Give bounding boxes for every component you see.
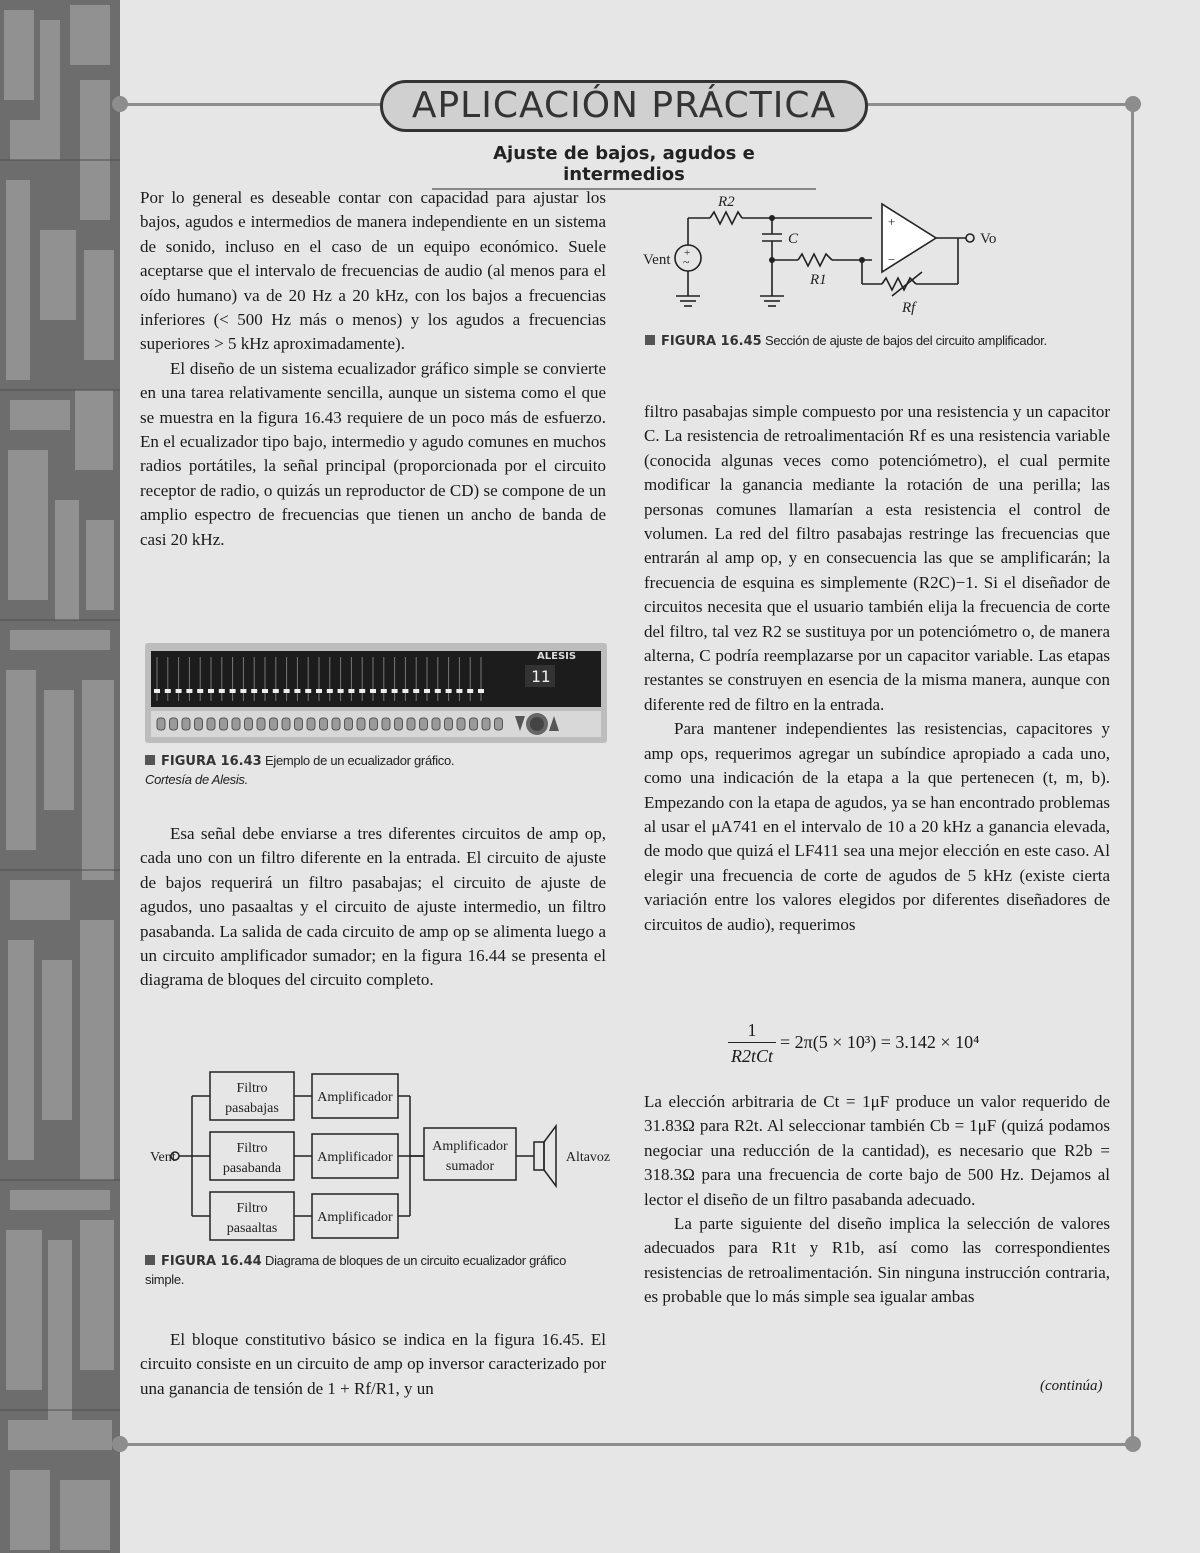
left-column-middle [140,822,606,993]
equalizer-button [357,718,365,730]
frame-dot [1125,1436,1141,1452]
summer-block-label: Amplificador [432,1139,508,1154]
equalizer-button [257,718,265,730]
figure-label: FIGURA 16.43 [161,754,262,769]
equalizer-slider-knob [370,689,376,693]
equalizer-slider-knob [262,689,268,693]
equalizer-slider-knob [435,689,441,693]
caption-square-icon [145,1255,155,1265]
filter-block-label: pasaaltas [226,1221,278,1236]
block-diagram [138,1062,618,1248]
paragraph: Para mantener independientes las resistencias, capacitores y amp ops, requerimos agregar un subíndice apropiado a cada uno, como una indicación de la etapa a la que pertenecen (t, m, b). Empezando con la etapa de agudos, ya se han encontrado problemas al usar el μA741 en el intervalo de 10 a 20 kHz a ganancia elevada, de modo que quizá el LF411 sea una mejor elección en este caso. Al elegir una frecuencia de corte de agudos de 5 kHz (existe cierta variación entre los valores elegidos por diferentes diseñadores de circuitos de audio), requerimos [644,719,1110,934]
equation-fraction [728,1018,776,1069]
equation-rhs: = 2π(5 × 10³) = 3.142 × 10⁴ [780,1032,980,1052]
paragraph: El diseño de un sistema ecualizador gráfico simple se convierte en una tarea relativamente sencilla, aunque un sistema como el que se muestra en la figura 16.43 requiere de un poco más de esfuerzo. En el ecualizador tipo bajo, intermedio y agudo comunes en muchos radios portátiles, la señal principal (proporcionada por el circuito receptor de radio, o quizás un reproductor de CD) se compone de un amplio espectro de frecuencias que tienen un ancho de banda de casi 20 kHz. [140,358,606,549]
section-subtitle: Ajuste de bajos, agudos e intermedios [432,143,816,190]
paragraph: La elección arbitraria de Ct = 1μF produce un valor requerido de 31.83Ω para R2t. Al seleccionar también Cb = 1μF (quizá podamos negociar una reducción de la cantidad), es necesario que R2b = 318.3Ω para una frecuencia de corte bajo de 500 Hz. Dejamos al lector el diseño de un filtro pasabanda adecuado. [644,1092,1110,1209]
equalizer-button [332,718,340,730]
equalizer-slider-knob [467,689,473,693]
equalizer-slider-knob [219,689,225,693]
caption-square-icon [645,335,655,345]
left-column-top [140,186,606,552]
equalizer-button [420,718,428,730]
summer-block-label: sumador [445,1159,495,1174]
r2-label: R2 [718,194,735,210]
equalizer-slider-knob [402,689,408,693]
filter-block-label: pasabanda [222,1161,282,1176]
filter-block-label: Filtro [236,1141,268,1156]
equalizer-button [207,718,215,730]
block-input-label: Vent [150,1150,176,1165]
input-voltage-label: Vent [643,252,671,268]
equalizer-button [395,718,403,730]
svg-text:+: + [684,247,691,259]
figure-caption-text: Sección de ajuste de bajos del circuito amplificador. [764,333,1047,348]
equalizer-slider-knob [240,689,246,693]
filter-block-label: Filtro [236,1201,268,1216]
equalizer-button [295,718,303,730]
equalizer-slider-knob [413,689,419,693]
equalizer-button [457,718,465,730]
svg-text:−: − [888,252,896,267]
right-column-bottom [644,1090,1110,1310]
frame-dot [1125,96,1141,112]
decorative-side-strip [0,0,120,1553]
equalizer-photo [145,643,607,743]
rf-label: Rf [902,300,916,316]
figure-label: FIGURA 16.44 [161,1254,262,1269]
equalizer-button [307,718,315,730]
frame-top-right [866,103,1132,106]
equalizer-slider-knob [348,689,354,693]
equalizer-button [220,718,228,730]
equalizer-button [445,718,453,730]
paragraph: Esa señal debe enviarse a tres diferentes circuitos de amp op, cada uno con un filtro diferente en la entrada. El circuito de ajuste de bajos requerirá un filtro pasabajas; el circuito de ajuste de agudos, uno pasaaltas y el circuito de ajuste intermedio, un filtro pasabanda. La salida de cada circuito de amp op se alimenta luego a un circuito amplificador sumador; en la figura 16.44 se presenta el diagrama de bloques del circuito completo. [140,824,606,990]
bass-circuit-schematic [640,188,1040,324]
equation-denominator: R2tCt [730,1046,773,1066]
figure-16-45-caption [645,332,1115,351]
figure-caption-text: Diagrama de bloques de un circuito ecualizador gráfico simple. [145,1253,567,1287]
paragraph: filtro pasabajas simple compuesto por una resistencia y un capacitor C. La resistencia de retroalimentación Rf es una resistencia variable (conocida algunas veces como potenciómetro), el cual permite modificar la ganancia mediante la rotación de una perilla; las personas comunes llamarían a esta resistencia el control de volumen. La red del filtro pasabajas restringe las frecuencias que entrarán al amp op, y en consecuencia las que se amplificarán; la frecuencia de esquina es simplemente (R2C)−1. Si el diseñador de circuitos necesita que el usuario también elija la frecuencia de corte del filtro, tal vez R2 se sustituya por un potenciómetro o, de manera alterna, C podría reemplazarse por un capacitor variable. Las etapas restantes se construyen en esencia de la misma manera, aunque con diferente red de filtro en la entrada. [644,402,1110,714]
equalizer-button [157,718,165,730]
equalizer-button [282,718,290,730]
equalizer-button [470,718,478,730]
equalizer-button [182,718,190,730]
svg-text:~: ~ [683,255,690,269]
equalizer-slider-knob [294,689,300,693]
caption-square-icon [145,755,155,765]
equalizer-slider-knob [381,689,387,693]
equalizer-display: 11 [531,667,551,686]
equalizer-button [407,718,415,730]
equalizer-button [232,718,240,730]
equalizer-slider-knob [230,689,236,693]
equalizer-slider-knob [316,689,322,693]
equalizer-button [482,718,490,730]
equalizer-slider-knob [165,689,171,693]
paragraph: La parte siguiente del diseño implica la selección de valores adecuados para R1t y R1b, así como las correspondientes resistencias de retroalimentación. Sin ninguna instrucción contraria, es probable que lo más simple sea igualar ambas [644,1214,1110,1307]
equalizer-slider-knob [273,689,279,693]
equalizer-button [195,718,203,730]
equalizer-slider-knob [456,689,462,693]
equalizer-button [170,718,178,730]
capacitor-label: C [788,231,799,247]
equalizer-slider-knob [478,689,484,693]
frame-top-left [118,103,382,106]
paragraph: Por lo general es deseable contar con capacidad para ajustar los bajos, agudos e intermedios de manera independiente en un sistema de sonido, incluso en el caso de un equipo económico. Suele aceptarse que el intervalo de frecuencias de audio (al menos para el oído humano) va de 20 Hz a 20 kHz, con los bajos a frecuencias inferiores (< 500 Hz más o menos) y los agudos a frecuencias superiores > 5 kHz aproximadamente). [140,188,606,354]
equation-numerator: 1 [728,1018,776,1043]
equalizer-slider-knob [208,689,214,693]
figure-caption-text: Ejemplo de un ecualizador gráfico. [264,753,455,768]
equalizer-slider-knob [359,689,365,693]
frame-dot [112,1436,128,1452]
frame-bottom [118,1443,1134,1446]
equalizer-button [370,718,378,730]
equalizer-slider-knob [424,689,430,693]
frame-right [1131,103,1134,1445]
figure-16-44-caption [145,1252,605,1289]
frame-dot [112,96,128,112]
paragraph: El bloque constitutivo básico se indica en la figura 16.45. El circuito consiste en un circuito de amp op inversor caracterizado por una ganancia de tensión de 1 + Rf/R1, y un [140,1330,606,1398]
equalizer-slider-knob [446,689,452,693]
right-column-top [644,400,1110,937]
equalizer-slider-knob [392,689,398,693]
equalizer-slider-knob [338,689,344,693]
equalizer-button [270,718,278,730]
equalizer-slider-knob [251,689,257,693]
equalizer-slider-knob [176,689,182,693]
equalizer-slider-knob [305,689,311,693]
equalizer-slider-knob [327,689,333,693]
equalizer-slider-knob [154,689,160,693]
equalizer-button [495,718,503,730]
equalizer-button [345,718,353,730]
equalizer-slider-knob [186,689,192,693]
amplifier-block-label: Amplificador [317,1150,393,1165]
amplifier-block-label: Amplificador [317,1090,393,1105]
figure-16-43-caption [145,752,605,789]
amplifier-block-label: Amplificador [317,1210,393,1225]
filter-block-label: Filtro [236,1081,268,1096]
left-column-bottom [140,1328,606,1401]
output-voltage-label: Vo [980,231,997,247]
r1-label: R1 [810,272,827,288]
speaker-label: Altavoz [565,1150,611,1165]
equalizer-button [245,718,253,730]
equalizer-button [432,718,440,730]
equalizer-button [320,718,328,730]
figure-label: FIGURA 16.45 [661,334,762,349]
cutoff-equation [720,1018,1040,1074]
section-banner: APLICACIÓN PRÁCTICA [380,80,868,132]
continued-note: (continúa) [1040,1378,1103,1394]
equalizer-slider-knob [197,689,203,693]
figure-credit: Cortesía de Alesis. [145,772,248,787]
equalizer-slider-knob [284,689,290,693]
equalizer-brand: ALESIS [537,651,577,662]
svg-text:+: + [888,214,896,229]
filter-block-label: pasabajas [225,1101,279,1116]
equalizer-button [382,718,390,730]
